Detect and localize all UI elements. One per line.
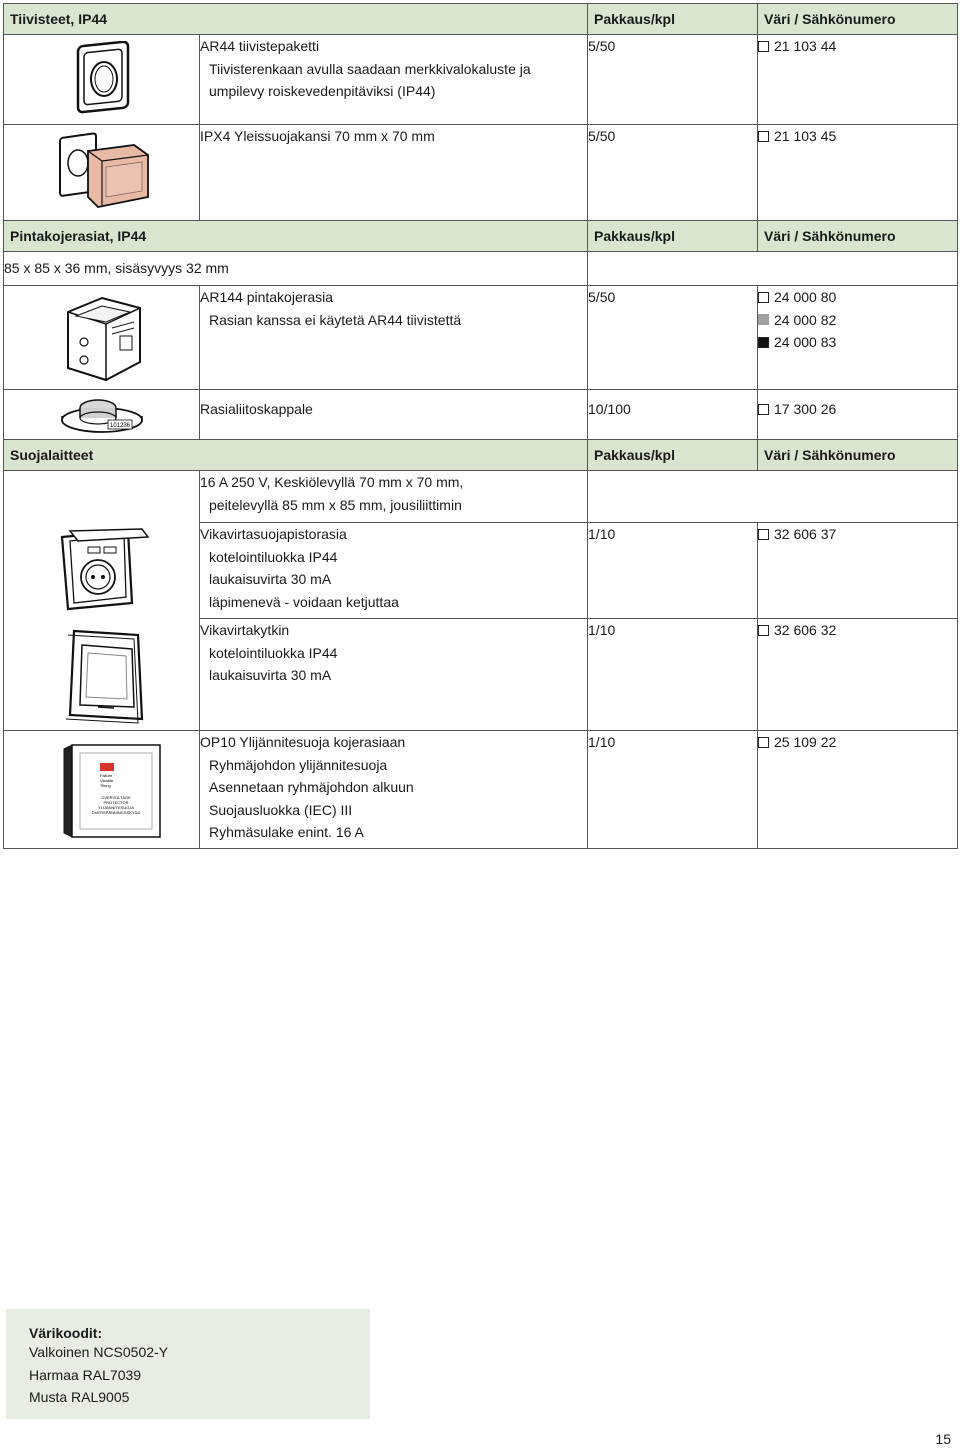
connector-image — [54, 394, 150, 436]
section-header-suojalaitteet — [4, 440, 958, 471]
spec-line: peitelevyllä 85 mm x 85 mm, jousiliittimin — [209, 496, 462, 513]
col-code-header: Väri / Sähkönumero — [764, 446, 896, 463]
surface-box-image — [62, 292, 144, 384]
product-name: AR144 pintakojerasia — [200, 289, 334, 305]
code-line — [758, 331, 957, 354]
white-swatch-icon — [758, 529, 769, 540]
product-desc-line: läpimenevä - voidaan ketjuttaa — [209, 593, 399, 610]
image-cell — [4, 286, 200, 390]
product-code: 24 000 80 — [774, 289, 837, 305]
rcd-socket-image — [58, 527, 154, 613]
col-pack-header: Pakkaus/kpl — [594, 10, 675, 27]
legend-item: Musta RAL9005 — [29, 1389, 130, 1405]
white-swatch-icon — [758, 404, 769, 415]
image-cell — [4, 390, 200, 440]
product-name: OP10 Ylijännitesuoja kojerasiaan — [200, 734, 406, 750]
image-cell — [4, 35, 200, 125]
col-code-header: Väri / Sähkönumero — [764, 227, 896, 244]
product-desc-line: umpilevy roiskevedenpitäviksi (IP44) — [209, 83, 436, 99]
device-text: Vikatila — [100, 778, 113, 783]
pack-value: 1/10 — [588, 619, 758, 731]
code-line — [758, 286, 957, 309]
product-code: 24 000 83 — [774, 334, 837, 350]
product-desc-line: laukaisuvirta 30 mA — [209, 667, 332, 683]
product-desc-line: Suojausluokka (IEC) III — [209, 801, 353, 818]
pack-value: 5/50 — [588, 125, 758, 221]
color-legend — [6, 1309, 370, 1419]
section-title: Tiivisteet, IP44 — [10, 10, 108, 27]
device-text: OVERVOLTAGE — [101, 795, 131, 800]
product-code: 21 103 45 — [774, 128, 837, 144]
page-number: 15 — [935, 1431, 951, 1447]
code-line — [758, 309, 957, 332]
code-line — [758, 398, 957, 421]
table-row-ar44 — [4, 35, 958, 125]
product-desc-line: Tiivisterenkaan avulla saadaan merkkivalokaluste ja — [209, 60, 531, 77]
product-desc-line: Rasian kanssa ei käytetä AR44 tiivistettä — [209, 311, 462, 328]
code-line — [758, 523, 957, 546]
product-name: AR44 tiivistepaketti — [200, 38, 320, 54]
white-swatch-icon — [758, 131, 769, 142]
section-title: Pintakojerasiat, IP44 — [10, 227, 147, 244]
device-text: YLIJÄNNITESUOJA — [97, 805, 135, 810]
black-swatch-icon — [758, 337, 769, 348]
product-code: 21 103 44 — [774, 38, 837, 54]
product-code: 17 300 26 — [774, 401, 837, 417]
legend-title: Värikoodit: — [29, 1325, 103, 1341]
product-name: Rasialiitoskappale — [200, 390, 588, 440]
col-pack-header: Pakkaus/kpl — [594, 446, 675, 463]
product-code: 25 109 22 — [774, 734, 837, 750]
pack-value: 1/10 — [588, 731, 758, 849]
image-cell — [4, 125, 200, 221]
table-row-ar144 — [4, 286, 958, 390]
rcd-switch-image — [64, 625, 154, 725]
section-header-tiivisteet — [4, 4, 958, 35]
pack-value: 10/100 — [588, 390, 758, 440]
device-text: PROTECTOR — [103, 800, 129, 805]
product-name: Vikavirtasuojapistorasia — [200, 526, 347, 542]
product-table — [3, 3, 958, 849]
product-desc-line: kotelointiluokka IP44 — [209, 644, 338, 661]
seal-ring-image — [74, 41, 134, 119]
device-text: Failure — [100, 773, 113, 778]
col-code-header: Väri / Sähkönumero — [764, 10, 896, 27]
product-desc-line: Asennetaan ryhmäjohdon alkuun — [209, 779, 414, 795]
image-cell — [4, 731, 200, 849]
image-cell — [4, 471, 200, 731]
product-desc-line: laukaisuvirta 30 mA — [209, 571, 332, 587]
product-desc-line: kotelointiluokka IP44 — [209, 548, 338, 565]
cover-image — [54, 131, 154, 215]
code-line — [758, 35, 957, 58]
white-swatch-icon — [758, 41, 769, 52]
connector-label: 101236 — [109, 423, 131, 429]
legend-item: Harmaa RAL7039 — [29, 1366, 142, 1383]
pack-value: 5/50 — [588, 35, 758, 125]
product-name: Vikavirtakytkin — [200, 622, 290, 638]
grey-swatch-icon — [758, 314, 769, 325]
product-code: 32 606 37 — [774, 526, 837, 542]
product-code: 24 000 82 — [774, 311, 837, 328]
device-text: ÖVERSPÄNNINGSSKYDD — [91, 810, 141, 815]
table-row-spec — [4, 471, 958, 523]
device-text: Tileng — [100, 783, 111, 788]
legend-item: Valkoinen NCS0502-Y — [29, 1344, 169, 1360]
product-code: 32 606 32 — [774, 622, 837, 638]
product-desc-line: Ryhmäjohdon ylijännitesuoja — [209, 756, 388, 773]
code-line — [758, 619, 957, 642]
table-row-dims — [4, 252, 958, 286]
section-header-pintakojerasiat — [4, 221, 958, 252]
table-row-op10 — [4, 731, 958, 849]
col-pack-header: Pakkaus/kpl — [594, 227, 675, 244]
section-title: Suojalaitteet — [10, 446, 94, 463]
dimensions-text: 85 x 85 x 36 mm, sisäsyvyys 32 mm — [4, 252, 588, 286]
white-swatch-icon — [758, 292, 769, 303]
product-desc-line: Ryhmäsulake enint. 16 A — [209, 824, 364, 840]
product-name: IPX4 Yleissuojakansi 70 mm x 70 mm — [200, 125, 588, 221]
table-row-ipx4 — [4, 125, 958, 221]
code-line — [758, 125, 957, 148]
white-swatch-icon — [758, 737, 769, 748]
pack-value: 1/10 — [588, 523, 758, 619]
pack-value: 5/50 — [588, 286, 758, 390]
spec-line: 16 A 250 V, Keskiölevyllä 70 mm x 70 mm, — [200, 474, 464, 490]
white-swatch-icon — [758, 625, 769, 636]
table-row-rasia — [4, 390, 958, 440]
code-line — [758, 731, 957, 754]
surge-protector-image — [60, 739, 164, 843]
